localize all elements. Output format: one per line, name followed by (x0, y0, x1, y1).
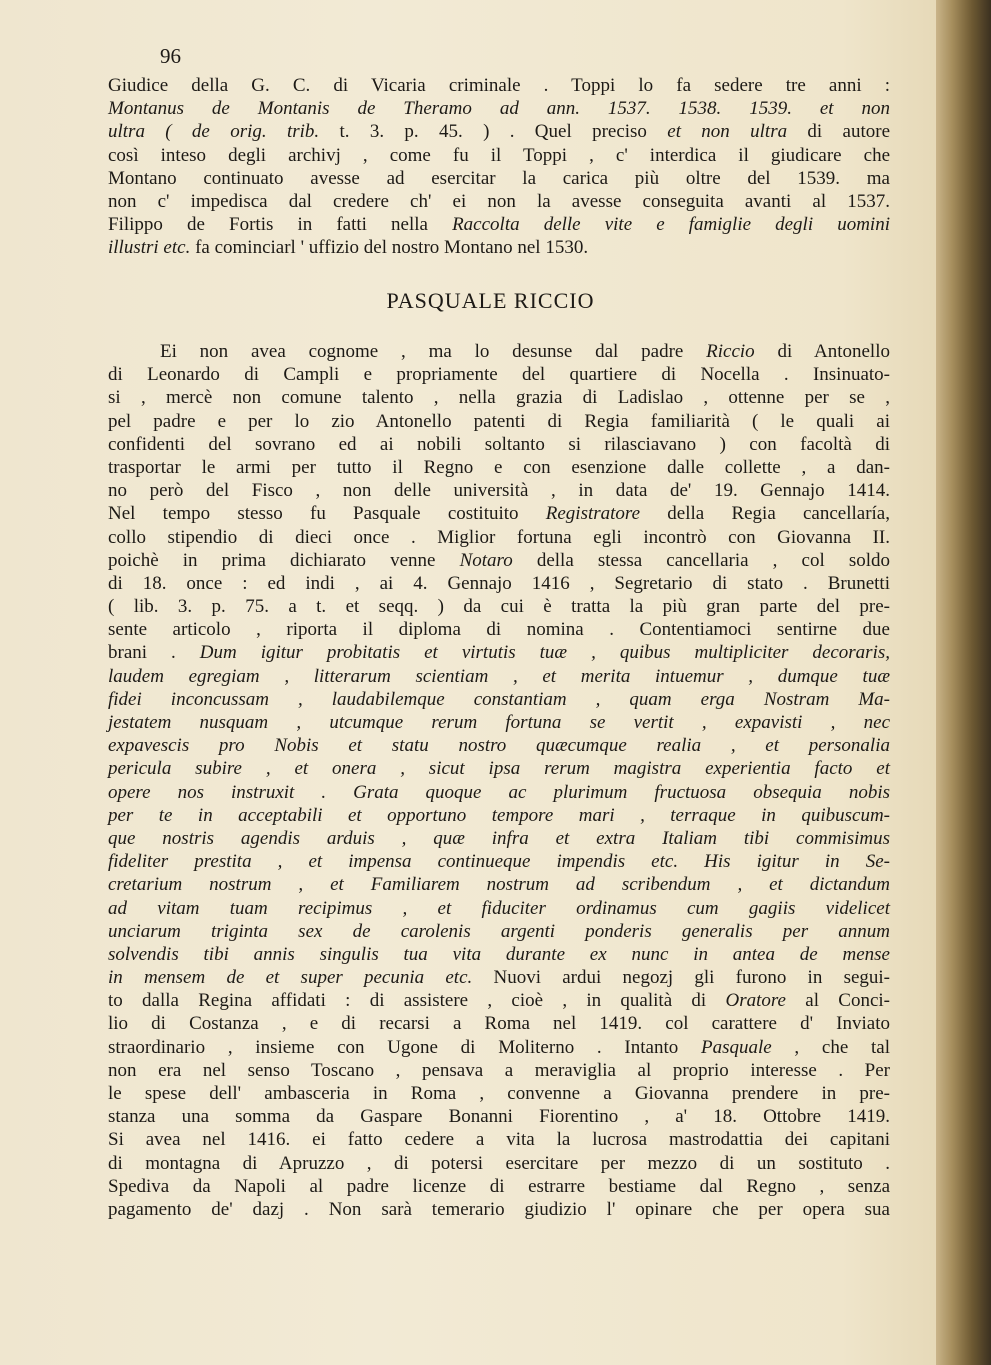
page-number: 96 (160, 44, 181, 68)
article-heading-container (0, 288, 991, 314)
text-segment: non era nel senso Toscano , pensava a meraviglia al proprio interesse . Per (108, 1059, 890, 1081)
text-segment: pel padre e per lo zio Antonello patenti di Regia familiarità ( le quali ai (108, 410, 890, 432)
text-segment: della Regia cancellaría, (640, 503, 890, 525)
text-segment: to dalla Regina affidati : di assistere , cioè , in qualità di (108, 990, 726, 1012)
preceding-article-line (108, 120, 890, 143)
text-segment: sente articolo , riporta il diploma di nomina . Contentiamoci sentirne due (108, 619, 890, 641)
text-segment: confidenti del sovrano ed ai nobili soltanto si rilasciavano ) con facoltà di (108, 433, 890, 455)
article-body-line (108, 665, 890, 688)
article-body-line (108, 1059, 890, 1082)
article-body-line (108, 920, 890, 943)
italic-text-segment: solvendis tibi annis singulis tua vita durante ex nunc in antea de mense (108, 943, 890, 965)
italic-text-segment: per te in acceptabili et opportuno tempore mari , terraque in quibuscum- (108, 804, 890, 826)
text-segment: di Antonello (754, 341, 890, 362)
article-body-line (108, 827, 890, 850)
text-segment: collo stipendio di dieci once . Miglior fortuna egli incontrò con Giovanna II. (108, 526, 890, 548)
article-body-line (108, 873, 890, 896)
preceding-article-line (108, 236, 890, 259)
article-body-line (108, 572, 890, 595)
italic-text-segment: expavescis pro Nobis et statu nostro quæcumque realia , et personalia (108, 735, 890, 757)
text-segment: brani . (108, 642, 200, 664)
article-body-line (108, 410, 890, 433)
article-body-text (108, 340, 890, 1221)
italic-text-segment: cretarium nostrum , et Familiarem nostrum ad scribendum , et dictandum (108, 874, 890, 896)
text-segment: Montano continuato avesse ad esercitar la carica più oltre del 1539. ma (108, 167, 890, 189)
article-body-line (108, 641, 890, 664)
italic-text-segment: illustri etc. (108, 237, 191, 259)
article-body-line (108, 526, 890, 549)
italic-text-segment: Dum igitur probitatis et virtutis tuæ , quibus multipliciter decoraris, (199, 642, 890, 664)
article-body-line (108, 1105, 890, 1128)
preceding-article-line (108, 144, 890, 167)
article-body-line (108, 1175, 890, 1198)
italic-text-segment: fideliter prestita , et impensa continueque impendis etc. His igitur in Se- (108, 851, 890, 873)
preceding-article-line (108, 74, 890, 97)
text-segment: della stessa cancellaria , col soldo (512, 549, 890, 571)
italic-text-segment: Notaro (459, 549, 513, 571)
text-segment: si , mercè non comune talento , nella grazia di Ladislao , ottenne per se , (108, 387, 890, 409)
article-body-line (108, 943, 890, 966)
text-segment: Nuovi ardui negozj gli furono in segui- (472, 967, 891, 989)
text-segment: t. 3. p. 45. ) . Quel preciso (339, 121, 668, 143)
article-body-line (108, 711, 890, 734)
article-body-line (108, 363, 890, 386)
article-body-line (108, 897, 890, 920)
text-segment: no però del Fisco , non delle università , in data de' 19. Gennajo 1414. (108, 480, 890, 502)
article-body-line (108, 1082, 890, 1105)
italic-text-segment: in mensem de et super pecunia etc. (108, 967, 473, 989)
text-segment: Spediva da Napoli al padre licenze di estrarre bestiame dal Regno , senza (108, 1175, 890, 1197)
italic-text-segment: Registratore (545, 503, 641, 525)
article-body-line (108, 595, 890, 618)
text-segment: poichè in prima dichiarato venne (108, 549, 460, 571)
article-body-line (108, 781, 890, 804)
text-segment: straordinario , insieme con Ugone di Moliterno . Intanto (108, 1036, 701, 1058)
text-segment: lio di Costanza , e di recarsi a Roma nel 1419. col carattere d' Inviato (108, 1013, 890, 1035)
article-body-line (108, 479, 890, 502)
text-segment: trasportar le armi per tutto il Regno e con esenzione dalle collette , a dan- (108, 456, 890, 478)
article-body-line (108, 502, 890, 525)
italic-text-segment: jestatem nusquam , utcumque rerum fortuna se vertit , expavisti , nec (108, 712, 890, 733)
text-segment: pagamento de' dazj . Non sarà temerario giudizio l' opinare che per opera sua (108, 1198, 890, 1220)
text-segment: di montagna di Apruzzo , di potersi esercitare per mezzo di un sostituto . (108, 1152, 890, 1174)
article-body-line (108, 989, 890, 1012)
italic-text-segment: opere nos instruxit . Grata quoque ac plurimum fructuosa obsequia nobis (108, 781, 890, 803)
italic-text-segment: ad vitam tuam recipimus , et fiduciter ordinamus cum gagiis videlicet (108, 897, 890, 919)
article-body-line (108, 757, 890, 780)
text-segment: Si avea nel 1416. ei fatto cedere a vita la lucrosa mastrodattia dei capitani (108, 1129, 890, 1151)
text-segment: di autore (787, 121, 890, 143)
article-body-line (108, 688, 890, 711)
preceding-article-line (108, 97, 890, 120)
article-body-line (108, 340, 890, 363)
text-segment: Ei non avea cognome , ma lo desunse dal padre (160, 341, 707, 362)
italic-text-segment: et non ultra (667, 121, 788, 143)
article-body-line (108, 1152, 890, 1175)
article-body-line (108, 966, 890, 989)
article-body-line (108, 734, 890, 757)
italic-text-segment: Raccolta delle vite e famiglie degli uomini (452, 214, 890, 236)
text-segment: al Conci- (786, 990, 890, 1012)
text-segment: Nel tempo stesso fu Pasquale costituito (108, 503, 546, 525)
italic-text-segment: unciarum triginta sex de carolenis argenti ponderis generalis per annum (108, 920, 890, 942)
text-segment: le spese dell' ambasceria in Roma , convenne a Giovanna prendere in pre- (108, 1083, 890, 1104)
preceding-article-line (108, 167, 890, 190)
preceding-article-line (108, 190, 890, 213)
article-body-line (108, 1128, 890, 1151)
italic-text-segment: pericula subire , et onera , sicut ipsa rerum magistra experientia facto et (108, 758, 890, 780)
text-segment: non c' impedisca dal credere ch' ei non la avesse conseguita avanti al 1537. (108, 190, 890, 212)
text-segment: di 18. once : ed indi , ai 4. Gennajo 1416 , Segretario di stato . Brunetti (108, 572, 890, 594)
text-segment: Giudice della G. C. di Vicaria criminale . Toppi lo fa sedere tre anni : (108, 75, 890, 96)
italic-text-segment: fidei inconcussam , laudabilemque constantiam , quam erga Nostram Ma- (108, 688, 890, 710)
article-body-line (108, 804, 890, 827)
article-body-line (108, 1198, 890, 1221)
text-segment: fa cominciarl ' uffizio del nostro Montano nel 1530. (190, 237, 589, 259)
italic-text-segment: Oratore (725, 990, 786, 1012)
article-body-line (108, 850, 890, 873)
text-segment: così inteso degli archivj , come fu il Toppi , c' interdica il giudicare che (108, 144, 890, 166)
text-segment: , che tal (771, 1036, 890, 1058)
article-body-line (108, 433, 890, 456)
italic-text-segment: ultra ( de orig. trib. (108, 121, 340, 143)
italic-text-segment: Riccio (706, 341, 755, 362)
text-segment: stanza una somma da Gaspare Bonanni Fiorentino , a' 18. Ottobre 1419. (108, 1106, 890, 1128)
preceding-article-text (108, 74, 890, 260)
preceding-article-line (108, 213, 890, 236)
article-body-line (108, 1036, 890, 1059)
italic-text-segment: laudem egregiam , litterarum scientiam , et merita intuemur , dumque tuæ (108, 665, 890, 687)
article-body-line (108, 386, 890, 409)
article-body-line (108, 456, 890, 479)
article-heading: PASQUALE RICCIO (386, 288, 595, 313)
italic-text-segment: Montanus de Montanis de Theramo ad ann. 1537. 1538. 1539. et non (108, 98, 890, 120)
italic-text-segment: que nostris agendis arduis , quæ infra et extra Italiam tibi commisimus (108, 827, 890, 849)
article-body-line (108, 549, 890, 572)
text-segment: Filippo de Fortis in fatti nella (108, 214, 453, 236)
article-body-line (108, 618, 890, 641)
text-segment: ( lib. 3. p. 75. a t. et seqq. ) da cui è tratta la più gran parte del pre- (108, 596, 890, 618)
text-segment: di Leonardo di Campli e propriamente del quartiere di Nocella . Insinuato- (108, 364, 890, 386)
italic-text-segment: Pasquale (700, 1036, 772, 1058)
article-body-line (108, 1012, 890, 1035)
book-binding-edge (936, 0, 991, 1365)
